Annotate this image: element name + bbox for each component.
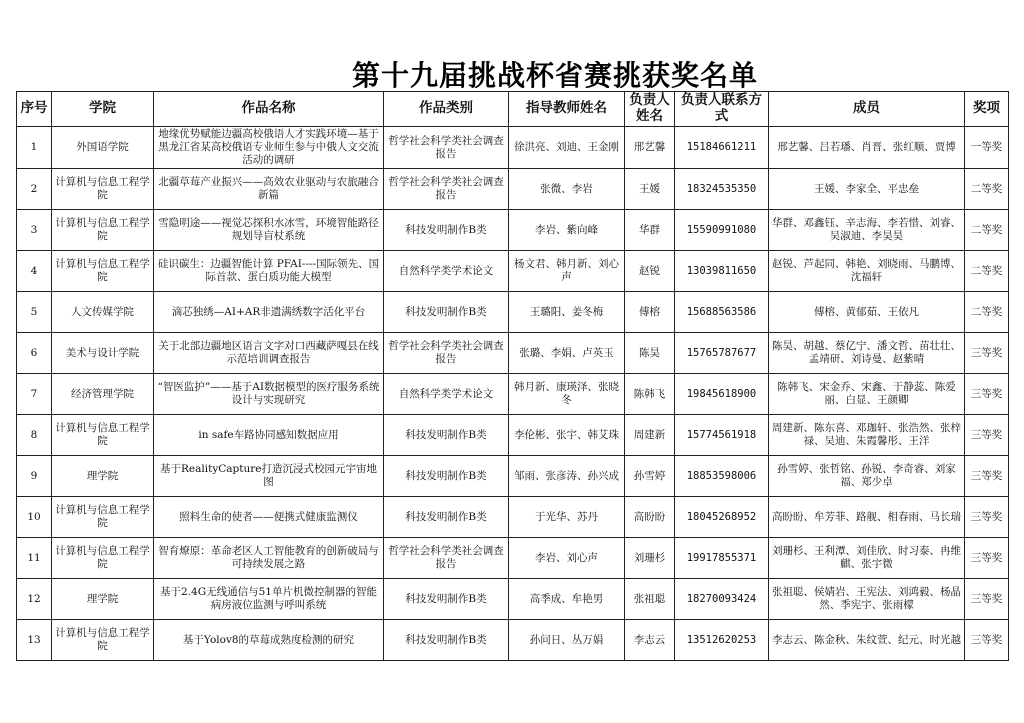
cell-leader: 傅榕 xyxy=(625,292,675,333)
cell-advisors: 张璐、李娟、卢英玉 xyxy=(509,333,625,374)
cell-category: 科技发明制作B类 xyxy=(384,415,509,456)
table-row xyxy=(17,415,1009,456)
cell-no: 8 xyxy=(17,415,52,456)
cell-project: 地缘优势赋能边疆高校俄语人才实践环境—基于黑龙江省某高校俄语专业师生参与中俄人文交流活动的调研 xyxy=(154,127,384,169)
cell-leader: 邢艺馨 xyxy=(625,127,675,169)
cell-advisors: 杨文君、韩月新、刘心声 xyxy=(509,251,625,292)
cell-award: 二等奖 xyxy=(965,210,1009,251)
cell-advisors: 王璐阳、姜冬梅 xyxy=(509,292,625,333)
cell-category: 科技发明制作B类 xyxy=(384,292,509,333)
header-no: 序号 xyxy=(17,92,52,127)
table-row xyxy=(17,251,1009,292)
cell-leader: 张祖聪 xyxy=(625,579,675,620)
cell-award: 二等奖 xyxy=(965,251,1009,292)
cell-award: 二等奖 xyxy=(965,292,1009,333)
cell-award: 三等奖 xyxy=(965,579,1009,620)
table-row xyxy=(17,292,1009,333)
cell-no: 7 xyxy=(17,374,52,415)
cell-award: 三等奖 xyxy=(965,374,1009,415)
cell-project: 硅识碳生：边疆智能计算 PFAI----国际领先、国际首款、蛋白质功能大模型 xyxy=(154,251,384,292)
table-row xyxy=(17,127,1009,169)
cell-members: 赵锐、芦起同、韩艳、刘晓雨、马鹏博、沈福轩 xyxy=(769,251,965,292)
table-row xyxy=(17,333,1009,374)
cell-leader: 周建新 xyxy=(625,415,675,456)
table-row xyxy=(17,210,1009,251)
cell-college: 计算机与信息工程学院 xyxy=(52,169,154,210)
cell-leader: 李志云 xyxy=(625,620,675,661)
cell-leader: 陈昊 xyxy=(625,333,675,374)
cell-advisors: 韩月新、康瑛泽、张晓冬 xyxy=(509,374,625,415)
cell-category: 科技发明制作B类 xyxy=(384,579,509,620)
cell-no: 1 xyxy=(17,127,52,169)
cell-leader: 高盼盼 xyxy=(625,497,675,538)
cell-phone: 13039811650 xyxy=(675,251,769,292)
cell-no: 13 xyxy=(17,620,52,661)
cell-advisors: 张微、李岩 xyxy=(509,169,625,210)
table-row xyxy=(17,169,1009,210)
cell-project: in safe车路协同感知数据应用 xyxy=(154,415,384,456)
cell-advisors: 徐洪亮、刘迪、王金刚 xyxy=(509,127,625,169)
table-row xyxy=(17,579,1009,620)
cell-category: 哲学社会科学类社会调查报告 xyxy=(384,333,509,374)
cell-category: 科技发明制作B类 xyxy=(384,210,509,251)
cell-phone: 18853598006 xyxy=(675,456,769,497)
cell-members: 陈韩飞、宋金乔、宋鑫、于静蕊、陈爱丽、白显、王颜卿 xyxy=(769,374,965,415)
page-title: 第十九届挑战杯省赛挑获奖名单 xyxy=(351,59,758,92)
cell-award: 三等奖 xyxy=(965,415,1009,456)
cell-phone: 15590991080 xyxy=(675,210,769,251)
cell-project: “智医监护”——基于AI数据模型的医疗服务系统设计与实现研究 xyxy=(154,374,384,415)
cell-members: 李志云、陈金秋、朱纹萱、纪元、时光越 xyxy=(769,620,965,661)
cell-no: 10 xyxy=(17,497,52,538)
cell-college: 人文传媒学院 xyxy=(52,292,154,333)
cell-project: 滴芯独绣—AI+AR非遗满绣数字活化平台 xyxy=(154,292,384,333)
cell-no: 11 xyxy=(17,538,52,579)
cell-project: 关于北部边疆地区语言文字对口西藏萨嘎县在线示范培训调查报告 xyxy=(154,333,384,374)
cell-advisors: 高季成、牟艳男 xyxy=(509,579,625,620)
cell-college: 计算机与信息工程学院 xyxy=(52,497,154,538)
cell-advisors: 孙问日、丛万娟 xyxy=(509,620,625,661)
cell-members: 陈昊、胡越、蔡亿宁、潘文哲、苗壮壮、孟靖研、刘诗曼、赵紫晴 xyxy=(769,333,965,374)
cell-phone: 15765787677 xyxy=(675,333,769,374)
cell-advisors: 李岩、刘心声 xyxy=(509,538,625,579)
cell-award: 一等奖 xyxy=(965,127,1009,169)
header-advisors: 指导教师姓名 xyxy=(509,92,625,127)
cell-phone: 13512620253 xyxy=(675,620,769,661)
cell-college: 计算机与信息工程学院 xyxy=(52,251,154,292)
header-members: 成员 xyxy=(769,92,965,127)
cell-leader: 刘珊杉 xyxy=(625,538,675,579)
cell-phone: 18270093424 xyxy=(675,579,769,620)
table-row xyxy=(17,620,1009,661)
cell-project: 北疆草莓产业振兴——高效农业驱动与农旅融合新篇 xyxy=(154,169,384,210)
cell-category: 哲学社会科学类社会调查报告 xyxy=(384,538,509,579)
cell-project: 基于Yolov8的草莓成熟度检测的研究 xyxy=(154,620,384,661)
cell-advisors: 邹雨、张彦涛、孙兴成 xyxy=(509,456,625,497)
cell-no: 4 xyxy=(17,251,52,292)
table-header-row xyxy=(17,92,1009,127)
cell-award: 三等奖 xyxy=(965,538,1009,579)
cell-leader: 王媛 xyxy=(625,169,675,210)
cell-award: 二等奖 xyxy=(965,169,1009,210)
cell-award: 三等奖 xyxy=(965,333,1009,374)
cell-no: 5 xyxy=(17,292,52,333)
cell-category: 科技发明制作B类 xyxy=(384,620,509,661)
cell-members: 华群、邓鑫钰、辛志海、李若惜、刘睿、吴淑迪、李昊昊 xyxy=(769,210,965,251)
table-row xyxy=(17,538,1009,579)
cell-leader: 赵锐 xyxy=(625,251,675,292)
cell-phone: 15688563586 xyxy=(675,292,769,333)
award-table xyxy=(16,91,1009,661)
cell-phone: 18045268952 xyxy=(675,497,769,538)
cell-college: 理学院 xyxy=(52,456,154,497)
cell-college: 计算机与信息工程学院 xyxy=(52,210,154,251)
cell-advisors: 李岩、紫向峰 xyxy=(509,210,625,251)
table-row xyxy=(17,497,1009,538)
cell-members: 孙雪婷、张哲铭、孙锐、李奇睿、刘家福、郑少卓 xyxy=(769,456,965,497)
cell-college: 理学院 xyxy=(52,579,154,620)
cell-leader: 孙雪婷 xyxy=(625,456,675,497)
cell-college: 计算机与信息工程学院 xyxy=(52,620,154,661)
cell-phone: 19845618900 xyxy=(675,374,769,415)
cell-category: 哲学社会科学类社会调查报告 xyxy=(384,169,509,210)
cell-members: 王媛、李家全、平忠垒 xyxy=(769,169,965,210)
cell-award: 三等奖 xyxy=(965,620,1009,661)
cell-advisors: 李伦彬、张宇、韩艾珠 xyxy=(509,415,625,456)
cell-members: 周建新、陈东喜、邓珈轩、张浩然、张梓禄、吴迪、朱霞馨彤、王洋 xyxy=(769,415,965,456)
cell-members: 刘珊杉、王利潭、刘佳欣、时习泰、冉维麒、张宇微 xyxy=(769,538,965,579)
cell-category: 自然科学类学术论文 xyxy=(384,251,509,292)
cell-award: 三等奖 xyxy=(965,497,1009,538)
cell-college: 美术与设计学院 xyxy=(52,333,154,374)
cell-no: 2 xyxy=(17,169,52,210)
header-college: 学院 xyxy=(52,92,154,127)
header-leader: 负责人姓名 xyxy=(625,92,675,127)
header-award: 奖项 xyxy=(965,92,1009,127)
cell-members: 张祖聪、侯婧岩、王宪法、刘鸿毅、杨晶然、季宪宇、张雨檬 xyxy=(769,579,965,620)
cell-leader: 陈韩飞 xyxy=(625,374,675,415)
cell-college: 计算机与信息工程学院 xyxy=(52,415,154,456)
cell-project: 雪隐明途——视觉芯探积水冰雪，环境智能路径规划导盲杖系统 xyxy=(154,210,384,251)
cell-members: 傅榕、黄郁茹、王依凡 xyxy=(769,292,965,333)
cell-no: 12 xyxy=(17,579,52,620)
cell-project: 照料生命的使者——便携式健康监测仪 xyxy=(154,497,384,538)
cell-category: 科技发明制作B类 xyxy=(384,497,509,538)
cell-college: 经济管理学院 xyxy=(52,374,154,415)
cell-phone: 15774561918 xyxy=(675,415,769,456)
cell-advisors: 于光华、苏丹 xyxy=(509,497,625,538)
cell-project: 智育燎原：革命老区人工智能教育的创新破局与可持续发展之路 xyxy=(154,538,384,579)
header-category: 作品类别 xyxy=(384,92,509,127)
cell-category: 哲学社会科学类社会调查报告 xyxy=(384,127,509,169)
cell-phone: 15184661211 xyxy=(675,127,769,169)
cell-phone: 19917855371 xyxy=(675,538,769,579)
header-phone: 负责人联系方式 xyxy=(675,92,769,127)
cell-college: 外国语学院 xyxy=(52,127,154,169)
cell-members: 高盼盼、牟芳菲、路舰、相春雨、马长瑞 xyxy=(769,497,965,538)
cell-phone: 18324535350 xyxy=(675,169,769,210)
table-row xyxy=(17,456,1009,497)
cell-award: 三等奖 xyxy=(965,456,1009,497)
header-project: 作品名称 xyxy=(154,92,384,127)
cell-leader: 华群 xyxy=(625,210,675,251)
cell-category: 科技发明制作B类 xyxy=(384,456,509,497)
cell-category: 自然科学类学术论文 xyxy=(384,374,509,415)
cell-project: 基于RealityCapture打造沉浸式校园元宇宙地图 xyxy=(154,456,384,497)
table-row xyxy=(17,374,1009,415)
cell-members: 邢艺馨、吕若璠、肖晋、张红顺、贾博 xyxy=(769,127,965,169)
cell-no: 6 xyxy=(17,333,52,374)
cell-no: 3 xyxy=(17,210,52,251)
cell-no: 9 xyxy=(17,456,52,497)
cell-project: 基于2.4G无线通信与51单片机微控制器的智能病房液位监测与呼叫系统 xyxy=(154,579,384,620)
cell-college: 计算机与信息工程学院 xyxy=(52,538,154,579)
